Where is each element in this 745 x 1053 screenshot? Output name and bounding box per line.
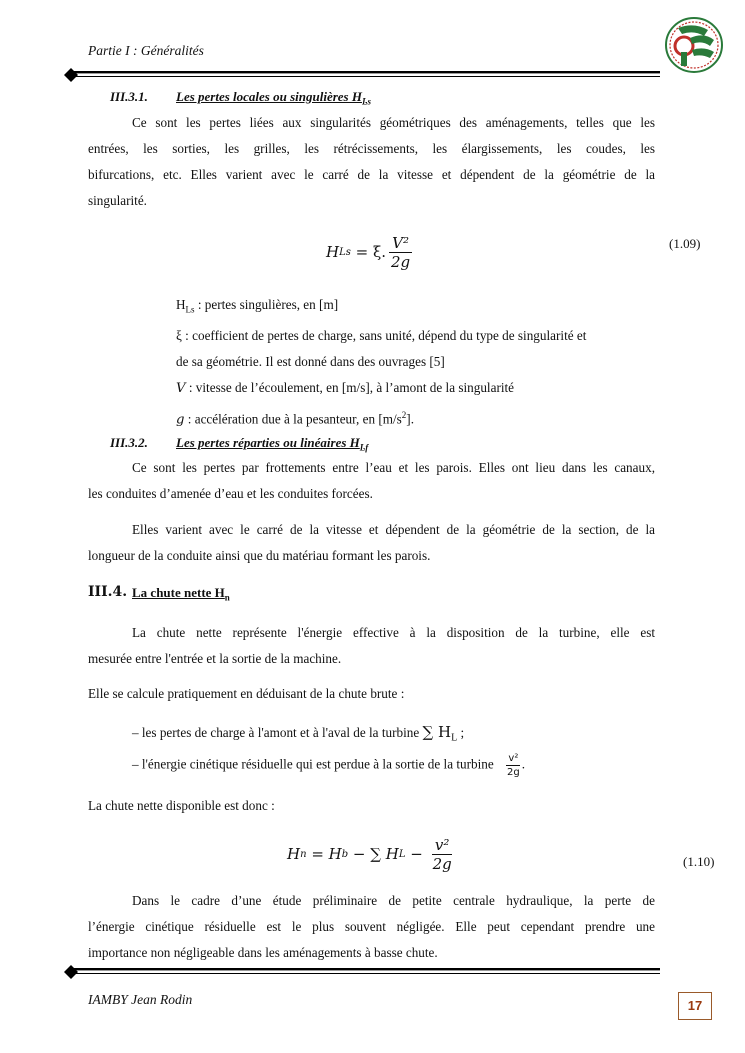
heading-3-3-2 xyxy=(110,435,610,453)
text-line: les conduites d’amenée d’eau et les conduites forcées. xyxy=(88,486,373,501)
text-line: entrées, les sorties, les grilles, les rétrécissements, les élargissements, les coudes, les xyxy=(88,141,655,156)
paragraph-preliminary-study xyxy=(88,888,655,966)
footer-author: IAMBY Jean Rodin xyxy=(88,992,193,1007)
text-line: bifurcations, etc. Elles varient avec le carré de la vitesse et dépendent de la géométrie de la xyxy=(88,167,655,182)
paragraph-distributed-losses xyxy=(88,455,655,507)
heading-title: La chute nette $H_n$ xyxy=(132,585,230,603)
paragraph-computation: Elle se calcule pratiquement en déduisant de la chute brute : xyxy=(88,686,405,701)
fraction: $\frac{\text{v²}}{2g}$ xyxy=(432,835,452,873)
text-line: La chute nette représente l'énergie effective à la disposition de la turbine, elle est xyxy=(132,625,655,640)
fraction: $\frac{\text{v²}}{2g}$ xyxy=(507,753,520,778)
footer-rule xyxy=(64,965,660,979)
header-rule xyxy=(64,68,660,82)
definition-xi: ξ : coefficient de pertes de charge, sans unité, dépend du type de singularité et xyxy=(176,327,587,343)
text-line: mesurée entre l'entrée et la sortie de la machine. xyxy=(88,651,342,666)
running-header: Partie I : Généralités xyxy=(88,43,204,58)
text-line: importance non négligeable dans les aménagements à basse chute. xyxy=(88,945,438,960)
heading-number: III.3.2. xyxy=(110,435,148,450)
paragraph-net-head xyxy=(88,620,655,672)
text-line: singularité. xyxy=(88,193,147,208)
definition-v: V : vitesse de l’écoulement, en [m/s], à l’amont de la singularité xyxy=(176,379,515,396)
definition-g: g : accélération due à la pesanteur, en $[m/s^2]$. xyxy=(176,409,414,428)
paragraph-distributed-losses-2 xyxy=(88,517,655,569)
symbol-definitions xyxy=(176,292,656,433)
definition-xi-cont: de sa géométrie. Il est donné dans des ouvrages [5] xyxy=(176,353,445,369)
text-line: Dans le cadre d’une étude préliminaire de petite centrale hydraulique, la perte de xyxy=(132,893,655,908)
heading-3-4 xyxy=(88,584,488,604)
text-line: l’énergie cinétique résiduelle est le plus souvent négligée. Elle peut cependant prendre une xyxy=(88,919,655,934)
text-line: Ce sont les pertes par frottements entre l’eau et les parois. Elles ont lieu dans les canaux, xyxy=(132,460,655,475)
equation-number: (1.09) xyxy=(669,236,701,251)
paragraph-therefore: La chute nette disponible est donc : xyxy=(88,798,275,813)
paragraph-singular-losses xyxy=(88,110,655,214)
heading-title: Les pertes réparties ou linéaires $H_{Lf}$ xyxy=(176,435,369,453)
equation-1-10: H n = H b − ∑ H L − $\frac{\text{v²}}{2g}$ xyxy=(287,830,457,878)
equation-1-09: H Ls = ξ. $\frac{\text{V²}}{2g}$ xyxy=(326,228,415,276)
university-logo xyxy=(664,16,724,74)
bullet-head-losses: – les pertes de charge à l'amont et à l'aval de la turbine ∑ $H_L$ ; xyxy=(132,723,465,744)
text-line: longueur de la conduite ainsi que du matériau formant les parois. xyxy=(88,548,431,563)
text-line: Elles varient avec le carré de la vitesse et dépendent de la géométrie de la section, de la xyxy=(132,522,655,537)
heading-number: III.3.1. xyxy=(110,89,148,104)
fraction: $\frac{\text{V²}}{2g}$ xyxy=(391,233,411,271)
heading-title: Les pertes locales ou singulières $H_{Ls}$ xyxy=(176,89,371,107)
equation-number: (1.10) xyxy=(683,854,715,869)
heading-number: III.4. xyxy=(88,584,128,600)
text-line: Ce sont les pertes liées aux singularités géométriques des aménagements, telles que les xyxy=(132,115,655,130)
heading-3-3-1 xyxy=(110,89,610,107)
page-number: 17 xyxy=(678,992,712,1020)
definition-hls: $H_{Ls}$ : pertes singulières, en [m] xyxy=(176,297,339,315)
bullet-kinetic-energy: – l'énergie cinétique résiduelle qui est perdue à la sortie de la turbine $\frac{\text{v²}}{2g}$ . xyxy=(132,753,526,778)
